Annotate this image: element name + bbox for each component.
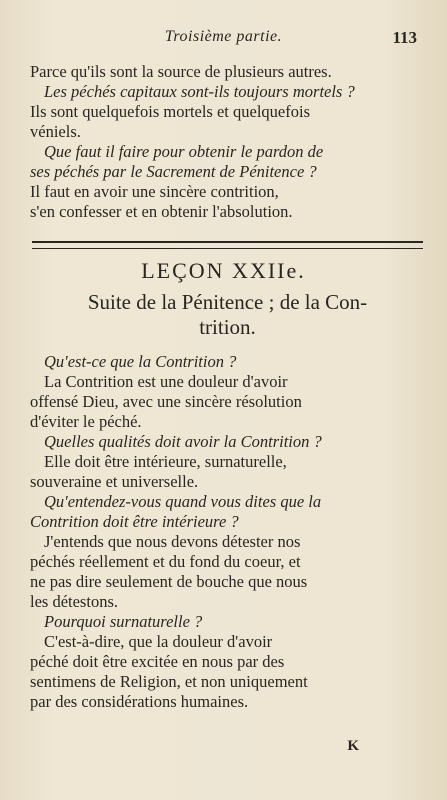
text-line: Parce qu'ils sont la source de plusieurs autres.	[30, 62, 332, 81]
text-line: Il faut en avoir une sincère contrition,	[30, 182, 279, 201]
text-line: Elle doit être intérieure, surnaturelle,	[44, 452, 287, 471]
section-title-line: trition.	[199, 315, 256, 339]
catchword: K	[347, 738, 359, 754]
text-line: d'éviter le péché.	[30, 412, 142, 431]
text-line: s'en confesser et en obtenir l'absolution.	[30, 202, 293, 221]
text-line: péchés réellement et du fond du coeur, et	[30, 552, 301, 571]
running-title: Troisième partie.	[164, 28, 283, 45]
text-line: Ils sont quelquefois mortels et quelquefois	[30, 102, 310, 121]
section-title-line: Suite de la Pénitence ; de la Con-	[87, 290, 368, 314]
text-line: par des considérations humaines.	[30, 692, 249, 711]
text-line: C'est-à-dire, que la douleur d'avoir	[44, 632, 273, 651]
lesson-title: LEÇON XXIIe.	[141, 258, 306, 283]
question-line: Que faut il faire pour obtenir le pardon de	[44, 142, 324, 161]
page-number: 113	[392, 28, 417, 47]
text-line: véniels.	[30, 122, 81, 141]
text-line: La Contrition est une douleur d'avoir	[44, 372, 288, 391]
text-line: ne pas dire seulement de bouche que nous	[30, 572, 308, 591]
question-line: Contrition doit être intérieure ?	[30, 512, 239, 531]
section-title	[30, 290, 425, 340]
question-line: Les péchés capitaux sont-ils toujours mortels ?	[44, 82, 355, 101]
question-line: Quelles qualités doit avoir la Contrition ?	[44, 432, 322, 451]
running-head	[0, 28, 447, 48]
section-divider	[32, 241, 423, 249]
text-line: péché doit être excitée en nous par des	[30, 652, 285, 671]
question-line: ses péchés par le Sacrement de Pénitence ?	[30, 162, 317, 181]
question-line: Qu'entendez-vous quand vous dites que la	[44, 492, 322, 511]
top-text-block	[30, 62, 425, 222]
question-line: Pourquoi surnaturelle ?	[44, 612, 203, 631]
body-text-block	[30, 352, 425, 712]
text-line: souveraine et universelle.	[30, 472, 199, 491]
text-line: les détestons.	[30, 592, 118, 611]
text-line: offensé Dieu, avec une sincère résolution	[30, 392, 302, 411]
text-line: sentimens de Religion, et non uniquement	[30, 672, 308, 691]
question-line: Qu'est-ce que la Contrition ?	[44, 352, 237, 371]
text-line: J'entends que nous devons détester nos	[44, 532, 301, 551]
